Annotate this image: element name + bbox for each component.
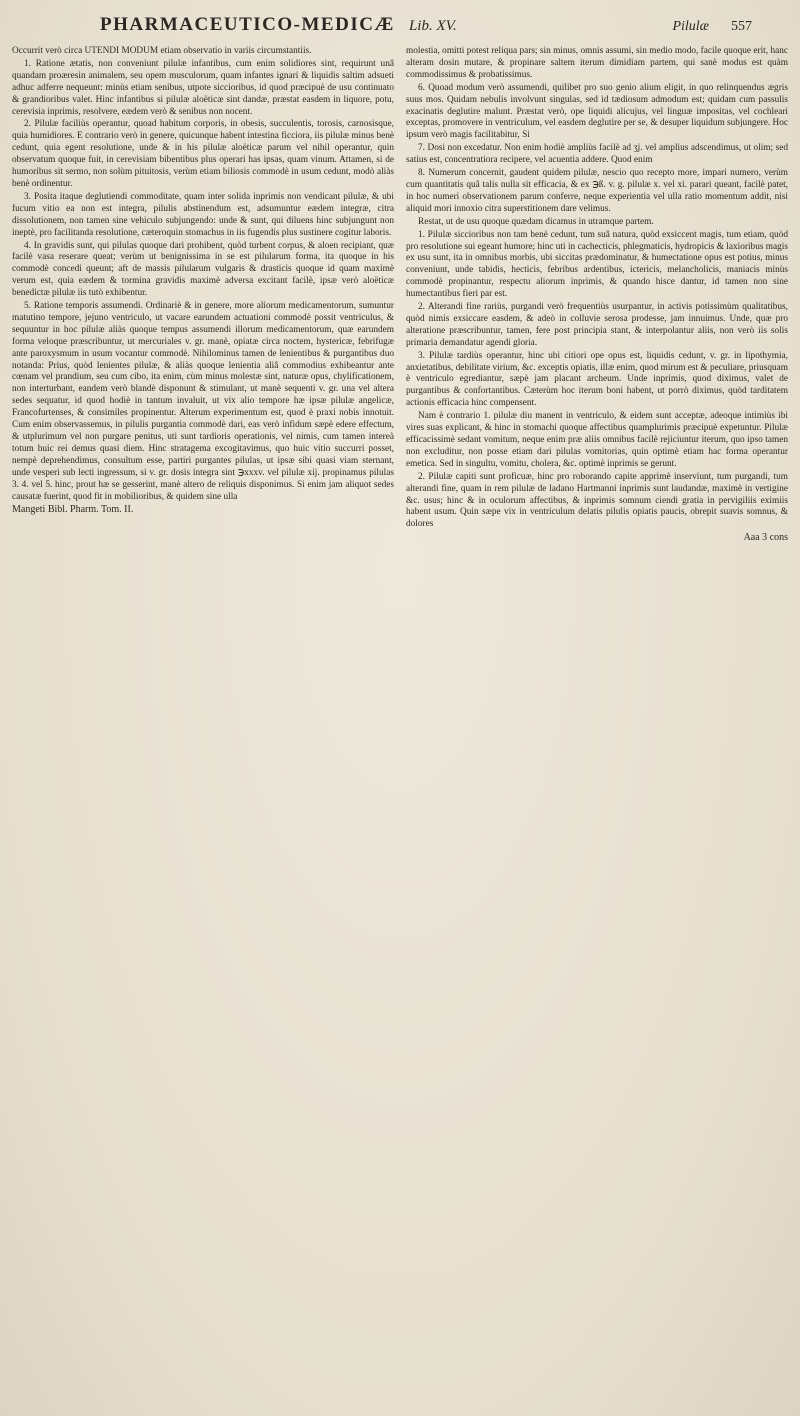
paragraph: Occurrit verò circa UTENDI MODUM etiam observatio in variis circumstantiis.: [12, 46, 312, 56]
page-footer: [12, 504, 394, 516]
catchword-source: Mangeti Bibl. Pharm. Tom. II.: [12, 504, 134, 516]
running-head: [12, 14, 788, 44]
paragraph: 3. Pilulæ tardiùs operantur, hinc ubi citiori ope opus est, liquidis cedunt, v. gr. in lipothymia, anxietatibus, debilitate virium, &c. exceptis opiatis, illæ enim, quod mirum est & peculiare, priusquam è ventriculo egrediantur, sæpè jam placant archeum. Unde inprimis, quod diximus, valet de purgantibus & confortantibus. Cæterùm hoc iterum boni habent, ut porrò diximus, quòd tarditatem actionis efficacia hinc compensent.: [406, 350, 788, 409]
paragraph: 8. Numerum concernit, gaudent quidem pilulæ, nescio quo recepto more, impari numero, verùm cum quantitatis quâ talis nulla sit efficacia, & ex ℈ß. v. g. pilulæ x. vel xi. parari queant, facilè patet, in hoc numeri observationem parum conferre, neque experientia vel ulla ratio momentum addit, nisi aliquid mori innoxio citra superstitionem dare velimus.: [406, 168, 788, 214]
book-number: Lib. XV.: [408, 18, 457, 34]
paragraph: 2. Pilulæ capiti sunt proficuæ, hinc pro roborando capite apprimè inserviunt, tum purgandi, tum alterandi fine, quam in rem pilulæ de ladano Hartmanni inprimis sunt laudandæ, maximè in vertigine &c. usus; hinc & in oculorum affectibus, & inprimis somnum ciendi gratia in pervigiliis eximiis habent usum. Quin sæpe vix in ventriculum delatis pilulis opiatis paucis, obrepit suavis somnus, & dolores: [406, 471, 788, 530]
paragraph: Restat, ut de usu quoque quædam dicamus in utramque partem.: [418, 216, 654, 227]
paragraph: 1. Pilulæ siccioribus non tam benè cedunt, tum suâ natura, quòd exsiccent magis, tum etiam, quòd pro resolutione sui egeant humore; hinc uti in cachecticis, phlegmaticis, hydropicis & laxioribus magis ex usu sunt, ita in omnibus morbis, ubi siccitas prædominatur, & humectatione opus est potius, minus conveniunt, unde tabidis, hecticis, febribus ardentibus, ictericis, melancholicis, maniacis minùs commodè propinantur, respectu aliorum inprimis, & quando hisce dantur, id tamen non sine humectantibus fieri par est.: [406, 229, 788, 300]
running-title: PHARMACEUTICO-MEDICÆ: [100, 14, 395, 35]
paragraph: 3. Posita itaque deglutiendi commoditate, quam inter solida inprimis non vendicant pilulæ, & ubi fucum vitio ea non est integra, pilulis abstinendum est, adsumuntur eædem integræ, citra dissolutionem, non tamen sine vehiculo subjungendo: unde & sunt, qui diluens hinc subjungunt non ineptè, pro facilitanda resolutione, cæteroquin stomachus in iis fugendis plus sustinere cogitur laboris.: [12, 191, 394, 238]
paragraph: 5. Ratione temporis assumendi. Ordinariè & in genere, more aliorum medicamentorum, sumuntur matutino tempore, jejuno ventriculo, ut vacare earundem actuationi commodè possit ventriculus, & sequuntur in hoc pilulæ aliàs quoque tempus assumendi illorum medicamentorum, quæ earundem forma veloque præscribuntur, ut mercuriales v. gr. manè, opiatæ circa noctem, hystericæ, febrifugæ ante paroxysmum in usum vocantur commodè. Nihilominus tamen de lenientibus & purgantibus duo notanda: Prius, quòd lenientes pilulæ, & aliàs quoque lenientia aliâ commodius exhibeantur ante cœnam vel prandium, seu cum cibo, ita enim, cùm minus molestæ sint, naturæ opus, chylificationem, non interturbant, eandem verò blandè disponunt & stimulant, ut manè sequenti v. gr. una vel altera sedes sequatur, id quod hodiè in tantum invaluit, ut vix alio tempore hæ ipsæ pilulæ angelicæ, Francofurtenses, & consimiles propinentur. Alterum experimentum est, quod è praxi nobis innotuit. Cum enim observassemus, in pilulis purgantia commodè dari, eas verò infidum sæpè edere effectum, & utplurimum vel non purgare penitus, uti sunt tardioris operationis, vel nimis, cum tamen intereà totum huic rei demus quasi diem. Hinc stratagema excogitavimus, quo huic vitio succurri posset, nempè deprehendimus, consultum esse, partiri purgantes pilulas, ut ipsæ sibi quasi viam sternant, unde vesperi sub lecti ingressum, si v. gr. dosis integra sint ℈xxxv. vel pilulæ xij. propinamus pilulas 3. 4. vel 5. hinc, prout hæ se gesserint, manè altero de reliquis disponimus. Si enim jam aliquot sedes causatæ fuerint, quod fit in mobilioribus, & quidem sine ulla: [12, 301, 394, 502]
signature-line: [406, 532, 788, 544]
left-column: [12, 46, 394, 544]
right-column: [406, 46, 788, 544]
paragraph: 1. Ratione ætatis, non conveniunt pilulæ infantibus, cum enim solidiores sint, requirunt unâ quandam proæresin animalem, seu opem musculorum, quam infantes ignari & liquidis saltim adsueti adhuc adferre nequeunt: minùs etiam senibus, utpote siccioribus, id quod præcipuè de usu continuato & grandioribus valet. Hinc infantibus si pilulæ aloëticæ sint dandæ, præstat easdem in liquore, potu, cerevisia inprimis, resolvere, eædem verò & senibus non nocent.: [12, 58, 394, 117]
page-number: 557: [731, 19, 752, 34]
paragraph: Nam è contrario 1. pilulæ diu manent in ventriculo, & eidem sunt acceptæ, adeoque intimiùs ibi vires suas explicant, & hinc in stomachi quoque affectibus quamplurimis præcipuè expetuntur. Pilulæ efficacissimè sedant vomitum, neque enim præ aliis omnibus facilè rejiciuntur iterum, quo ipso tamen non excluditur, non posse etiam dari pilulas vomitorias, quin optimè etiam hac forma operantur emetica. Sed in singultu, vomitu, cholera, &c. optimè inprimis se gerunt.: [406, 411, 788, 469]
paragraph: 7. Dosi non excedatur. Non enim hodiè ampliùs facilè ad ʒj. vel amplius adscendimus, ut olim; sed satius est, concentratiora recipere, vel acuentia addere. Quod enim: [406, 143, 788, 166]
paragraph: 4. In gravidis sunt, qui pilulas quoque dari prohibent, quòd turbent corpus, & aloen recipiant, quæ facilè vasa reserare queat; verùm ut benignissima in se est pilularum forma, ita quoque in his commodè concedi queunt; aft de massis pilularum vulgaris & drasticis quoque id quam maximè verum est, quia eædem & tormina gravidis maximè adversa excitant facilè, ipsæ verò aloëticæ benedictæ pilulæ iis tutò exhibentur.: [12, 240, 394, 299]
paragraph: molestia, omitti potest reliqua pars; sin minus, omnis assumi, sin medio modo, facile quoque erit, hanc alteram dosin mutare, & propinare saltem iterum dimidiam partem, qui sanè modus est quàm commodissimus & probatissimus.: [406, 46, 788, 80]
text-columns: [12, 46, 788, 544]
paragraph: 6. Quoad modum verò assumendi, quilibet pro suo genio alium eligit, in quo relinquendus ægris suus mos. Quidam nebulis involvunt singulas, sed id tædiosum admodum est; quidam cum passulis exacinatis deglutire malunt. Præstat verò, ope liquidi alicujus, vel linguæ impositas, vel cochleari exceptas, promovere in ventriculum, vel easdem deglutire per se, & desuper liquidum subjungere. Hoc ipsum verò magis facilitabitur, Si: [406, 82, 788, 141]
paragraph: 2. Pilulæ faciliùs operantur, quoad habitum corporis, in obesis, succulentis, torosis, carnosisque, quia humidiores. E contrario verò in genere, quicunque habent intestina ficciora, iis pilulæ minus benè cedunt, quia egent resolutione, unde & in his pilulæ aloëticæ parum vel nihil operantur, quin observatum quoque fuit, in cerevisiam bibentibus plus operari has ipsas, quam vinum. Attamen, si de humoribus sit sermo, non solùm pituitosis, verùm etiam biliosis commodè in usum cedunt, modò aliàs benè ordinentur.: [12, 119, 394, 189]
section-title: Pilulæ: [672, 19, 709, 34]
signature-mark: Aaa 3 cons: [743, 532, 788, 544]
paragraph: 2. Alterandi fine rariùs, purgandi verò frequentiùs usurpantur, in activis potissimùm qualitatibus, quòd nimis exsiccare easdem, & adeò in colluvie serosa prodesse, jam innuimus. Unde, quæ pro alteratione præscribuntur, tamen, fere post principia stant, & interpolantur aliis, non verò iis solis primaria demandatur agendi gloria.: [406, 302, 788, 348]
